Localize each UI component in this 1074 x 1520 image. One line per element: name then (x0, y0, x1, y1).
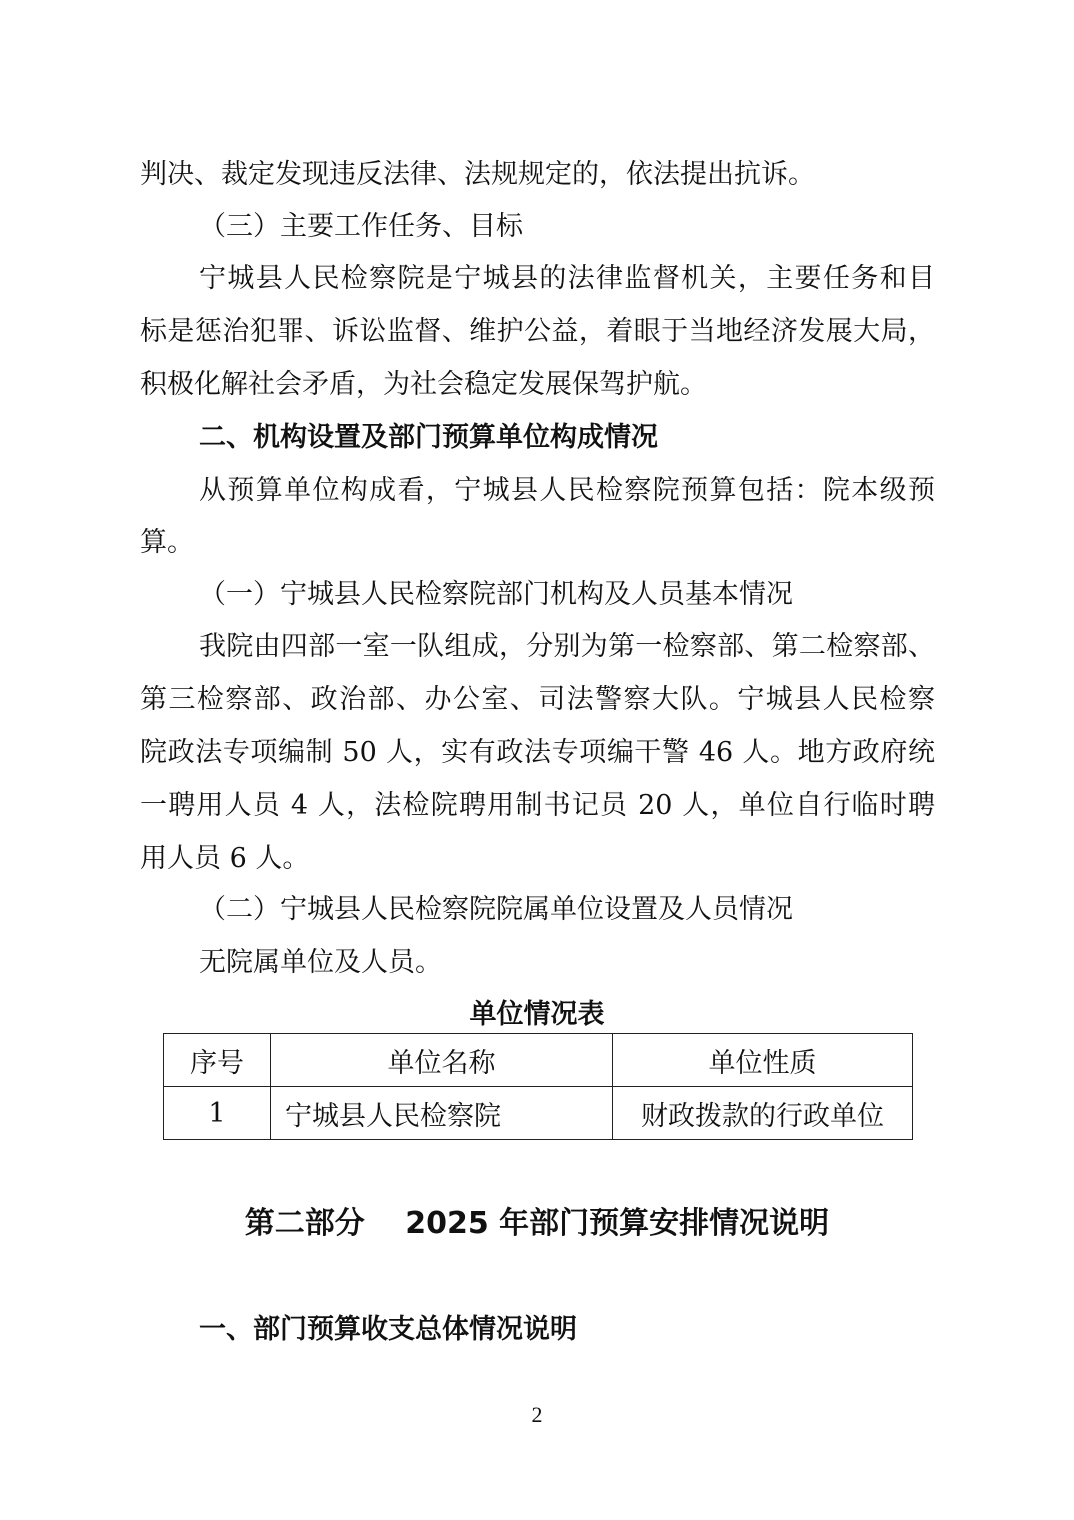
subsection-heading: （一）宁城县人民检察院部门机构及人员基本情况 (199, 579, 793, 610)
header-cell-name: 单位名称 (271, 1034, 613, 1087)
subsection-heading: （二）宁城县人民检察院院属单位设置及人员情况 (199, 894, 793, 925)
paragraph-line: 算。 (140, 527, 194, 558)
paragraph-line: 院政法专项编制 50 人，实有政法专项编干警 46 人。地方政府统 (140, 737, 935, 768)
paragraph-line: 判决、裁定发现违反法律、法规规定的，依法提出抗诉。 (140, 159, 815, 190)
subsection-heading: （三）主要工作任务、目标 (199, 211, 523, 242)
table-row (164, 1087, 913, 1140)
header-cell-type: 单位性质 (613, 1034, 913, 1087)
part-title: 第二部分 2025 年部门预算安排情况说明 (244, 1206, 830, 1241)
page-number: 2 (531, 1402, 543, 1427)
section-heading: 一、部门预算收支总体情况说明 (199, 1314, 577, 1345)
cell-unit-name: 宁城县人民检察院 (271, 1087, 613, 1140)
paragraph-line: 第三检察部、政治部、办公室、司法警察大队。宁城县人民检察 (140, 684, 935, 715)
unit-table (163, 1033, 913, 1140)
paragraph-line: 无院属单位及人员。 (199, 947, 442, 978)
cell-index: 1 (164, 1087, 271, 1140)
paragraph-line: 宁城县人民检察院是宁城县的法律监督机关，主要任务和目 (199, 263, 935, 294)
table-header-row (164, 1034, 913, 1087)
paragraph-line: 用人员 6 人。 (140, 843, 310, 874)
paragraph-line: 一聘用人员 4 人，法检院聘用制书记员 20 人，单位自行临时聘 (140, 790, 935, 821)
table-title: 单位情况表 (469, 999, 605, 1030)
header-cell-index: 序号 (164, 1034, 271, 1087)
paragraph-line: 我院由四部一室一队组成，分别为第一检察部、第二检察部、 (199, 631, 935, 662)
paragraph-line: 从预算单位构成看，宁城县人民检察院预算包括：院本级预 (199, 475, 935, 506)
paragraph-line: 标是惩治犯罪、诉讼监督、维护公益，着眼于当地经济发展大局， (140, 316, 935, 347)
paragraph-line: 积极化解社会矛盾，为社会稳定发展保驾护航。 (140, 369, 707, 400)
section-heading: 二、机构设置及部门预算单位构成情况 (199, 422, 658, 453)
cell-unit-type: 财政拨款的行政单位 (613, 1087, 913, 1140)
